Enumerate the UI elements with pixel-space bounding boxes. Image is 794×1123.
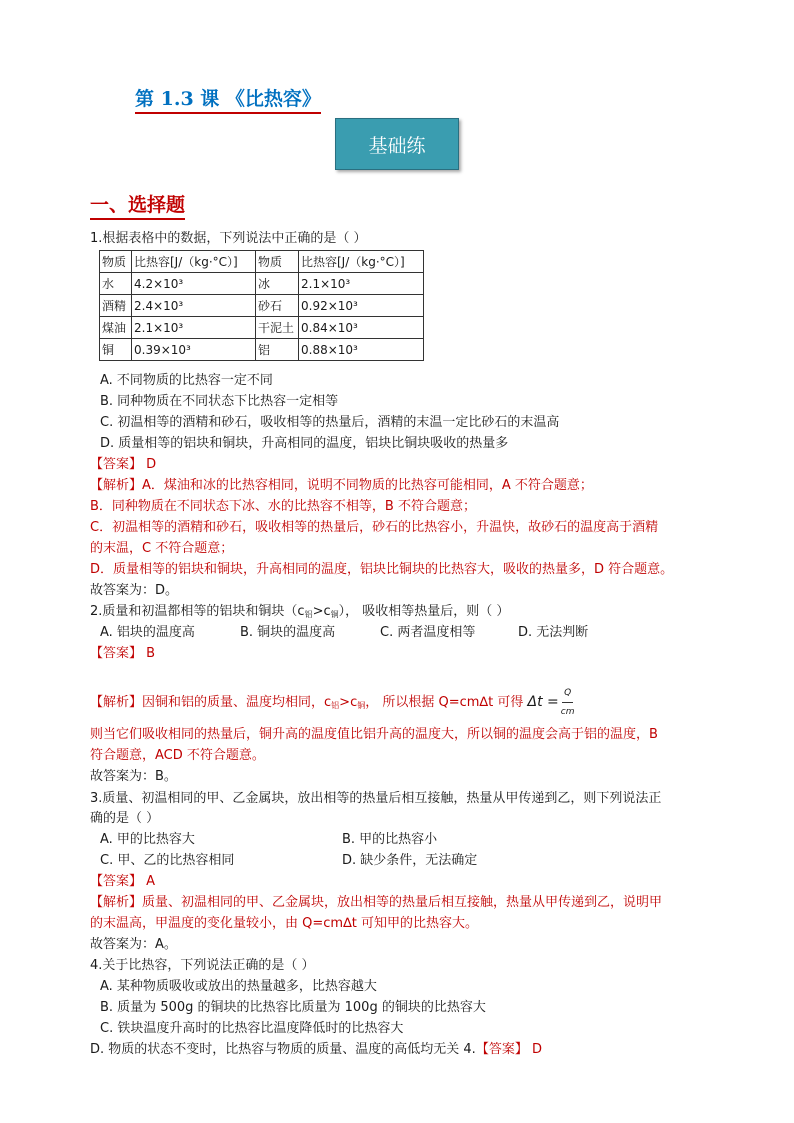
q1-option-d: D. 质量相等的铝块和铜块，升高相同的温度，铝块比铜块吸收的热量多 <box>100 436 509 451</box>
q3-analysis-l1 <box>90 894 662 912</box>
analysis-tag: 【解析】 <box>90 478 143 493</box>
answer-tag: 【答案】 <box>90 646 143 661</box>
table-cell: 砂石 <box>256 295 299 317</box>
table-cell: 冰 <box>256 273 299 295</box>
q1-analysis-c1: C．初温相等的酒精和砂石，吸收相等的热量后，砂石的比热容小，升温快，故砂石的温度高于酒精 <box>90 520 659 535</box>
analysis-text: 因铜和铝的质量、温度均相同，c <box>142 695 332 710</box>
q4-stem: 4.关于比热容，下列说法正确的是（ ） <box>90 958 315 973</box>
q4-option-b: B. 质量为 500g 的铜块的比热容比质量为 100g 的铜块的比热容大 <box>100 1000 486 1015</box>
table-cell: 0.84×10³ <box>299 317 424 339</box>
q3-answer <box>90 873 155 891</box>
analysis-tag: 【解析】 <box>90 895 143 910</box>
table-cell: 铝 <box>256 339 299 361</box>
q1-option-c: C. 初温相等的酒精和砂石，吸收相等的热量后，酒精的末温一定比砂石的末温高 <box>100 415 560 430</box>
q2-option-a: A. 铝块的温度高 <box>100 625 195 640</box>
q3-analysis-l2: 的末温高，甲温度的变化量较小，由 Q=cm∆t 可知甲的比热容大。 <box>90 916 478 931</box>
analysis-tag: 【解析】 <box>90 695 143 710</box>
q2-stem <box>90 603 509 624</box>
q1-answer <box>90 456 156 474</box>
section-heading: 一、选择题 <box>90 190 185 220</box>
q2-analysis-l3: 符合题意，ACD 不符合题意。 <box>90 748 265 763</box>
q2-option-b: B. 铜块的温度高 <box>240 625 336 640</box>
table-row <box>100 317 424 339</box>
table-cell: 煤油 <box>100 317 132 339</box>
q1-stem: 1.根据表格中的数据，下列说法中正确的是（ ） <box>90 231 367 246</box>
q3-conclusion: 故答案为：A。 <box>90 937 177 952</box>
q1-analysis-b: B．同种物质在不同状态下冰、水的比热容不相等，B 不符合题意； <box>90 499 476 514</box>
q2-option-d: D. 无法判断 <box>518 625 589 640</box>
q1-conclusion: 故答案为：D。 <box>90 583 179 598</box>
formula-fraction <box>561 684 575 721</box>
analysis-text: ， 所以根据 Q=cm∆t 可得 <box>365 695 524 710</box>
level-badge: 基础练 <box>335 118 459 170</box>
table-row <box>100 273 424 295</box>
answer-value: D <box>531 1042 542 1057</box>
q1-option-b: B. 同种物质在不同状态下比热容一定相等 <box>100 394 339 409</box>
q2-analysis-l1 <box>90 684 574 721</box>
answer-tag: 【答案】 <box>90 874 143 889</box>
table-cell: 0.92×10³ <box>299 295 424 317</box>
q3-stem-line2: 确的是（ ） <box>90 811 160 826</box>
formula-numerator: Q <box>562 684 573 703</box>
table-cell: 0.88×10³ <box>299 339 424 361</box>
q1-analysis-a <box>90 477 593 495</box>
analysis-gt: >c <box>339 695 358 710</box>
q3-option-d: D. 缺少条件，无法确定 <box>342 853 478 868</box>
specific-heat-table <box>99 250 424 361</box>
q1-analysis-c2: 的末温，C 不符合题意； <box>90 541 234 556</box>
answer-tag: 【答案】 <box>90 457 143 472</box>
formula-lhs: Δt = <box>527 694 559 710</box>
q2-analysis-l2: 则当它们吸收相同的热量后，铜升高的温度值比铝升高的温度大，所以铜的温度会高于铝的温度，B <box>90 727 658 742</box>
table-cell: 铜 <box>100 339 132 361</box>
subscript-cu: 铜 <box>357 701 366 710</box>
subscript-al: 铝 <box>331 701 340 710</box>
q2-stem-text: 2.质量和初温都相等的铝块和铜块（c <box>90 604 305 619</box>
table-cell: 2.1×10³ <box>132 317 256 339</box>
formula-denominator: cm <box>560 707 575 717</box>
q3-option-b: B. 甲的比热容小 <box>342 832 438 847</box>
answer-value: D <box>146 457 157 472</box>
table-header-cell: 物质 <box>256 251 299 273</box>
table-cell: 0.39×10³ <box>132 339 256 361</box>
q1-analysis-d: D．质量相等的铝块和铜块，升高相同的温度，铝块比铜块的比热容大，吸收的热量多，D 符合题意。 <box>90 562 674 577</box>
q3-option-a: A. 甲的比热容大 <box>100 832 195 847</box>
answer-value: B <box>146 646 156 661</box>
q2-conclusion: 故答案为：B。 <box>90 769 177 784</box>
table-cell: 2.4×10³ <box>132 295 256 317</box>
table-cell: 干泥土 <box>256 317 299 339</box>
q2-answer <box>90 645 155 663</box>
table-cell: 水 <box>100 273 132 295</box>
analysis-text: A．煤油和冰的比热容相同，说明不同物质的比热容可能相同，A 不符合题意； <box>142 478 593 493</box>
table-cell: 4.2×10³ <box>132 273 256 295</box>
table-cell: 2.1×10³ <box>299 273 424 295</box>
q2-option-c: C. 两者温度相等 <box>380 625 476 640</box>
q4-option-d-line <box>90 1041 542 1059</box>
answer-value: A <box>146 874 156 889</box>
table-row <box>100 339 424 361</box>
answer-tag: 【答案】 <box>475 1042 528 1057</box>
q4-option-d: D. 物质的状态不变时，比热容与物质的质量、温度的高低均无关 4. <box>90 1042 476 1057</box>
table-header-cell: 比热容[J/（kg·°C）] <box>132 251 256 273</box>
q4-option-c: C. 铁块温度升高时的比热容比温度降低时的比热容大 <box>100 1021 404 1036</box>
q4-option-a: A. 某种物质吸收或放出的热量越多，比热容越大 <box>100 979 377 994</box>
page-title: 第 1.3 课 《比热容》 <box>135 84 321 114</box>
q3-option-c: C. 甲、乙的比热容相同 <box>100 853 235 868</box>
subscript-cu: 铜 <box>330 610 339 619</box>
q2-gt: >c <box>312 604 331 619</box>
q3-stem-line1: 3.质量、初温相同的甲、乙金属块，放出相等的热量后相互接触，热量从甲传递到乙，则下列说法正 <box>90 791 662 806</box>
table-header-cell: 物质 <box>100 251 132 273</box>
analysis-text: 质量、初温相同的甲、乙金属块，放出相等的热量后相互接触，热量从甲传递到乙，说明甲 <box>142 895 663 910</box>
table-header-row <box>100 251 424 273</box>
subscript-al: 铝 <box>304 610 313 619</box>
q2-stem-tail: ）， 吸收相等热量后，则（ ） <box>338 604 510 619</box>
q1-option-a: A. 不同物质的比热容一定不同 <box>100 373 273 388</box>
table-row <box>100 295 424 317</box>
table-header-cell: 比热容[J/（kg·°C）] <box>299 251 424 273</box>
table-cell: 酒精 <box>100 295 132 317</box>
